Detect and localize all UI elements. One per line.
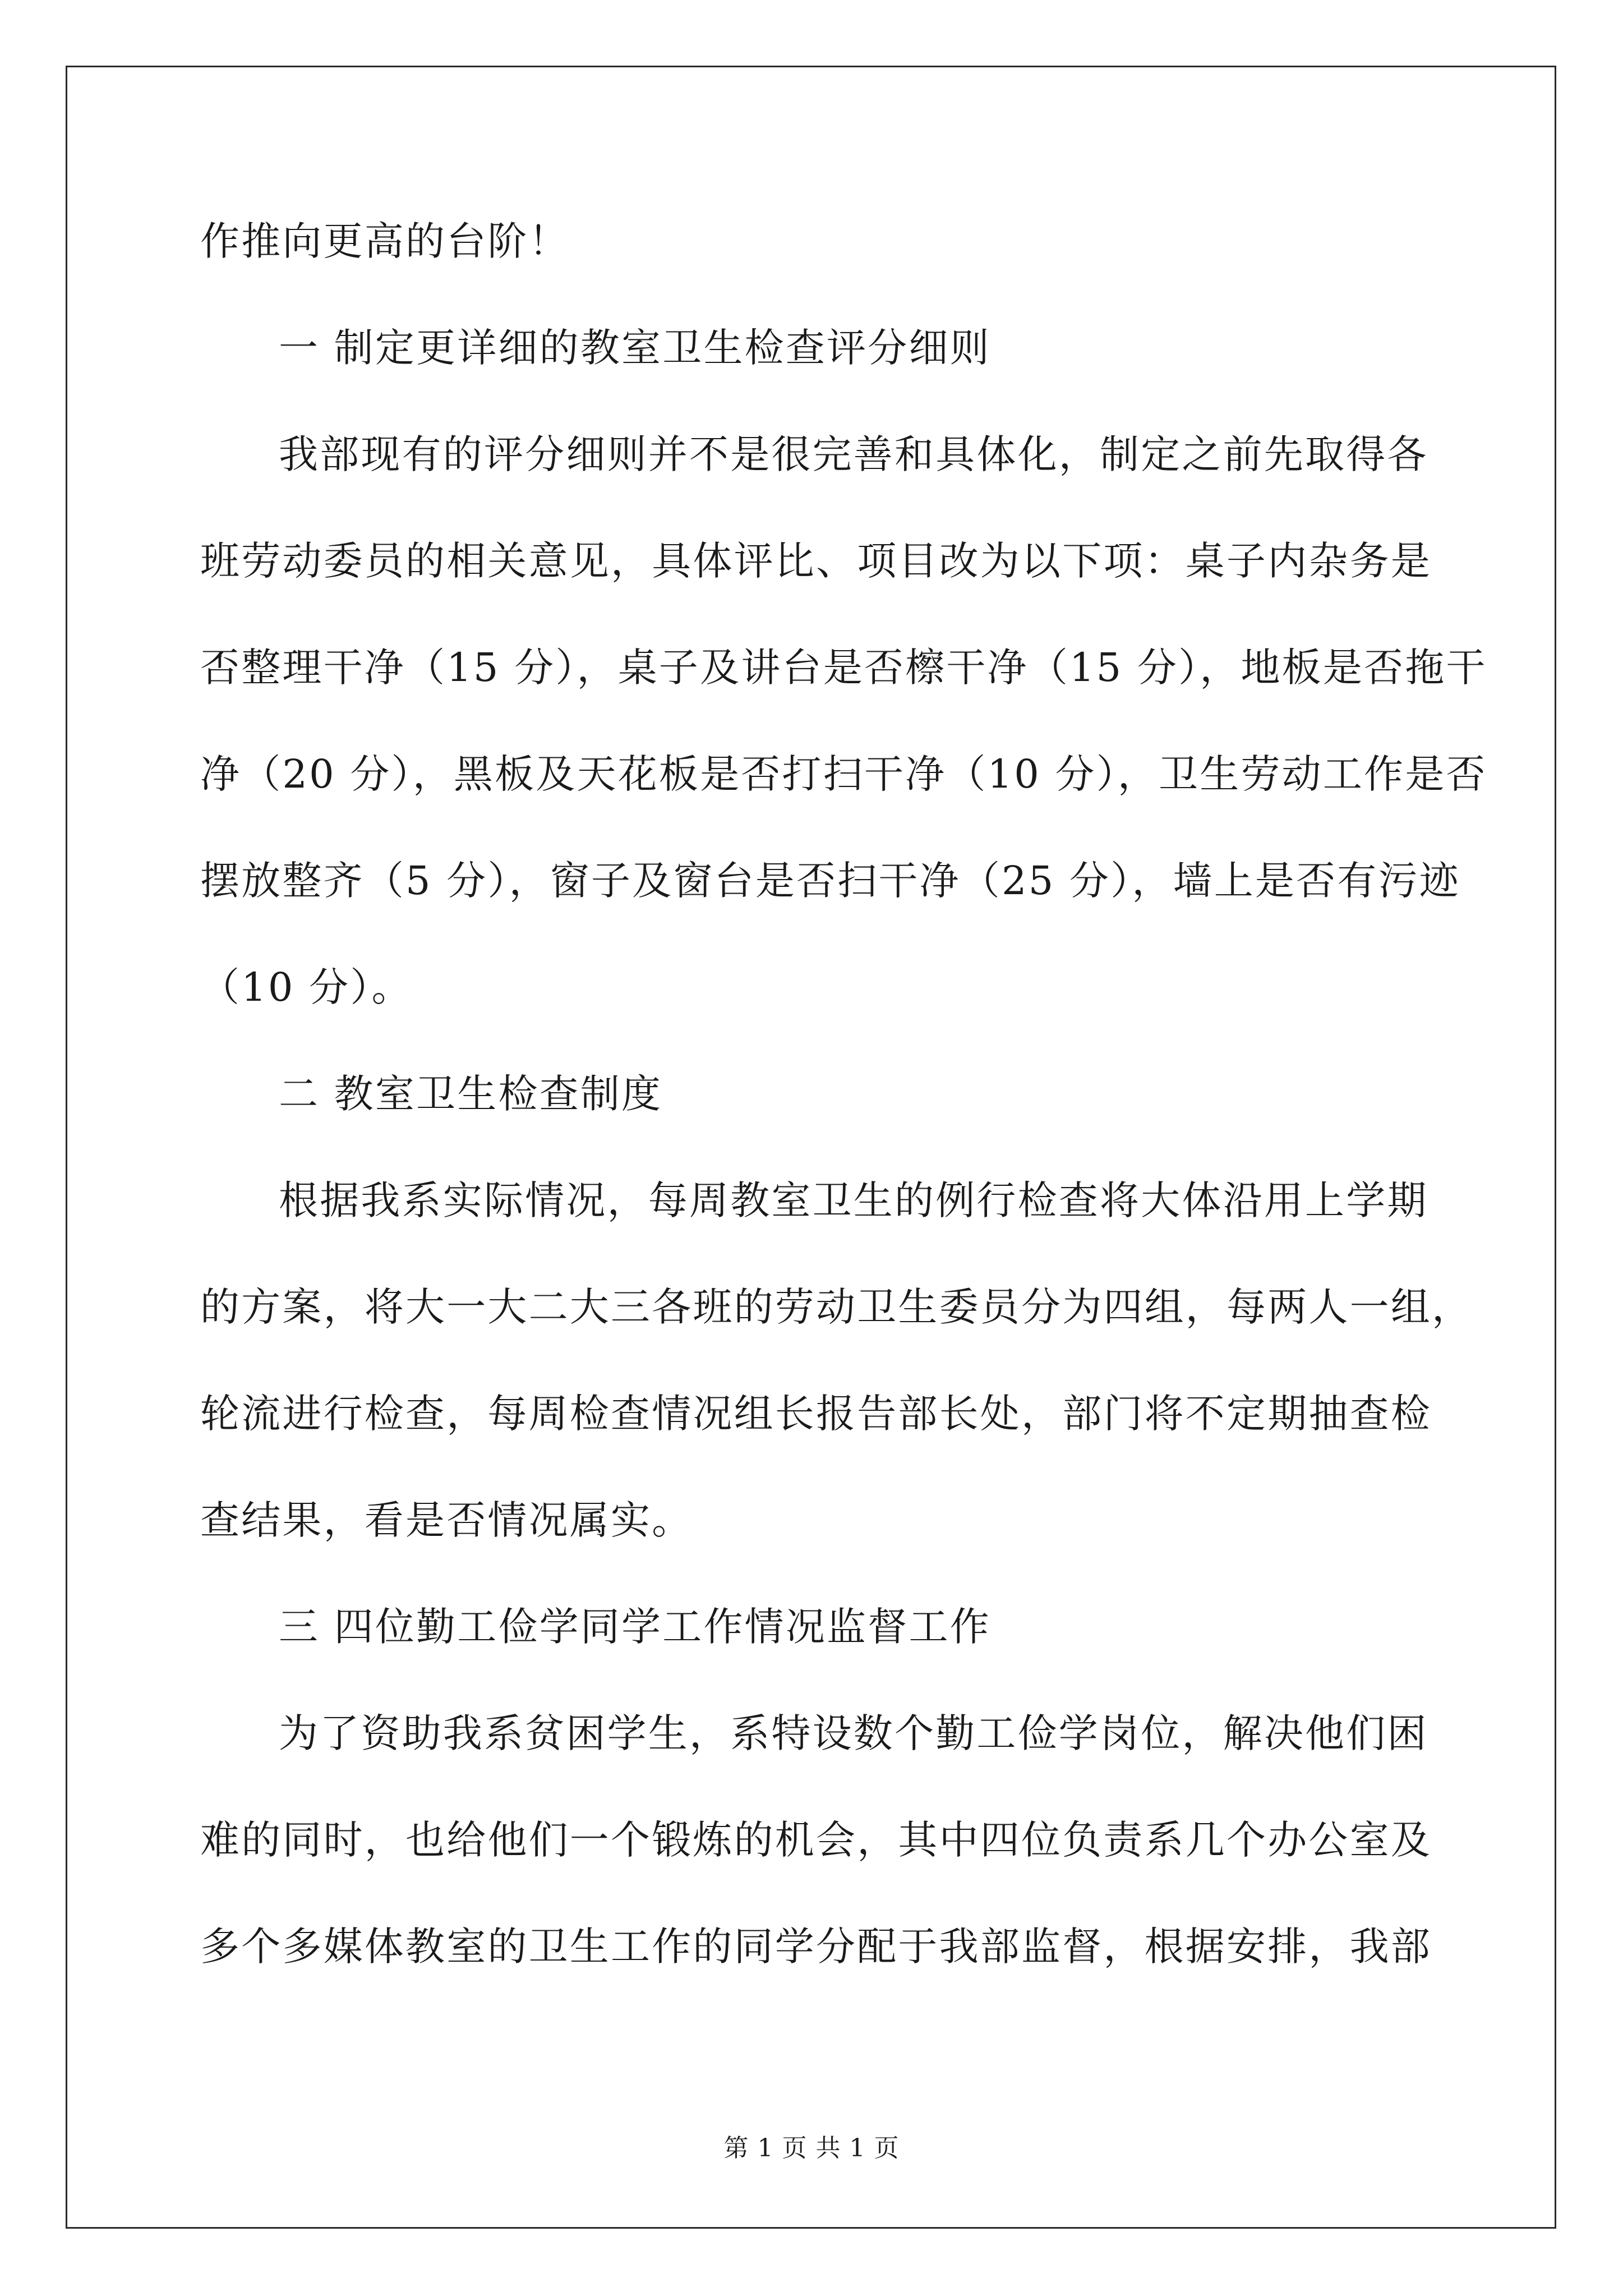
paragraph-line: 难的同时，也给他们一个锻炼的机会，其中四位负责系几个办公室及 [200, 1817, 1432, 1863]
page-number-footer: 第 1 页 共 1 页 [723, 2134, 900, 2162]
section-heading-2: 二 教室卫生检查制度 [279, 1071, 663, 1117]
paragraph-line: 为了资助我系贫困学生，系特设数个勤工俭学岗位，解决他们困 [279, 1710, 1428, 1756]
paragraph-line: 净（20 分），黑板及天花板是否打扫干净（10 分），卫生劳动工作是否 [200, 751, 1487, 797]
paragraph-line: 班劳动委员的相关意见，具体评比、项目改为以下项：桌子内杂务是 [200, 538, 1432, 584]
paragraph-line: 我部现有的评分细则并不是很完善和具体化，制定之前先取得各 [279, 431, 1428, 477]
paragraph-line: 摆放整齐（5 分），窗子及窗台是否扫干净（25 分），墙上是否有污迹 [200, 858, 1460, 904]
paragraph-line: 轮流进行检查，每周检查情况组长报告部长处，部门将不定期抽查检 [200, 1391, 1432, 1437]
paragraph-line: 多个多媒体教室的卫生工作的同学分配于我部监督，根据安排，我部 [200, 1924, 1432, 1970]
paragraph-line: 的方案，将大一大二大三各班的劳动卫生委员分为四组，每两人一组， [200, 1284, 1473, 1330]
section-heading-3: 三 四位勤工俭学同学工作情况监督工作 [279, 1604, 991, 1650]
section-heading-1: 一 制定更详细的教室卫生检查评分细则 [279, 325, 991, 371]
paragraph-line: 查结果，看是否情况属实。 [200, 1497, 693, 1543]
page-border [66, 66, 1556, 2229]
paragraph-line: 作推向更高的台阶！ [200, 218, 570, 264]
paragraph-line: （10 分）。 [200, 964, 413, 1010]
paragraph-line: 否整理干净（15 分），桌子及讲台是否檫干净（15 分），地板是否拖干 [200, 645, 1487, 691]
paragraph-line: 根据我系实际情况，每周教室卫生的例行检查将大体沿用上学期 [279, 1177, 1428, 1223]
